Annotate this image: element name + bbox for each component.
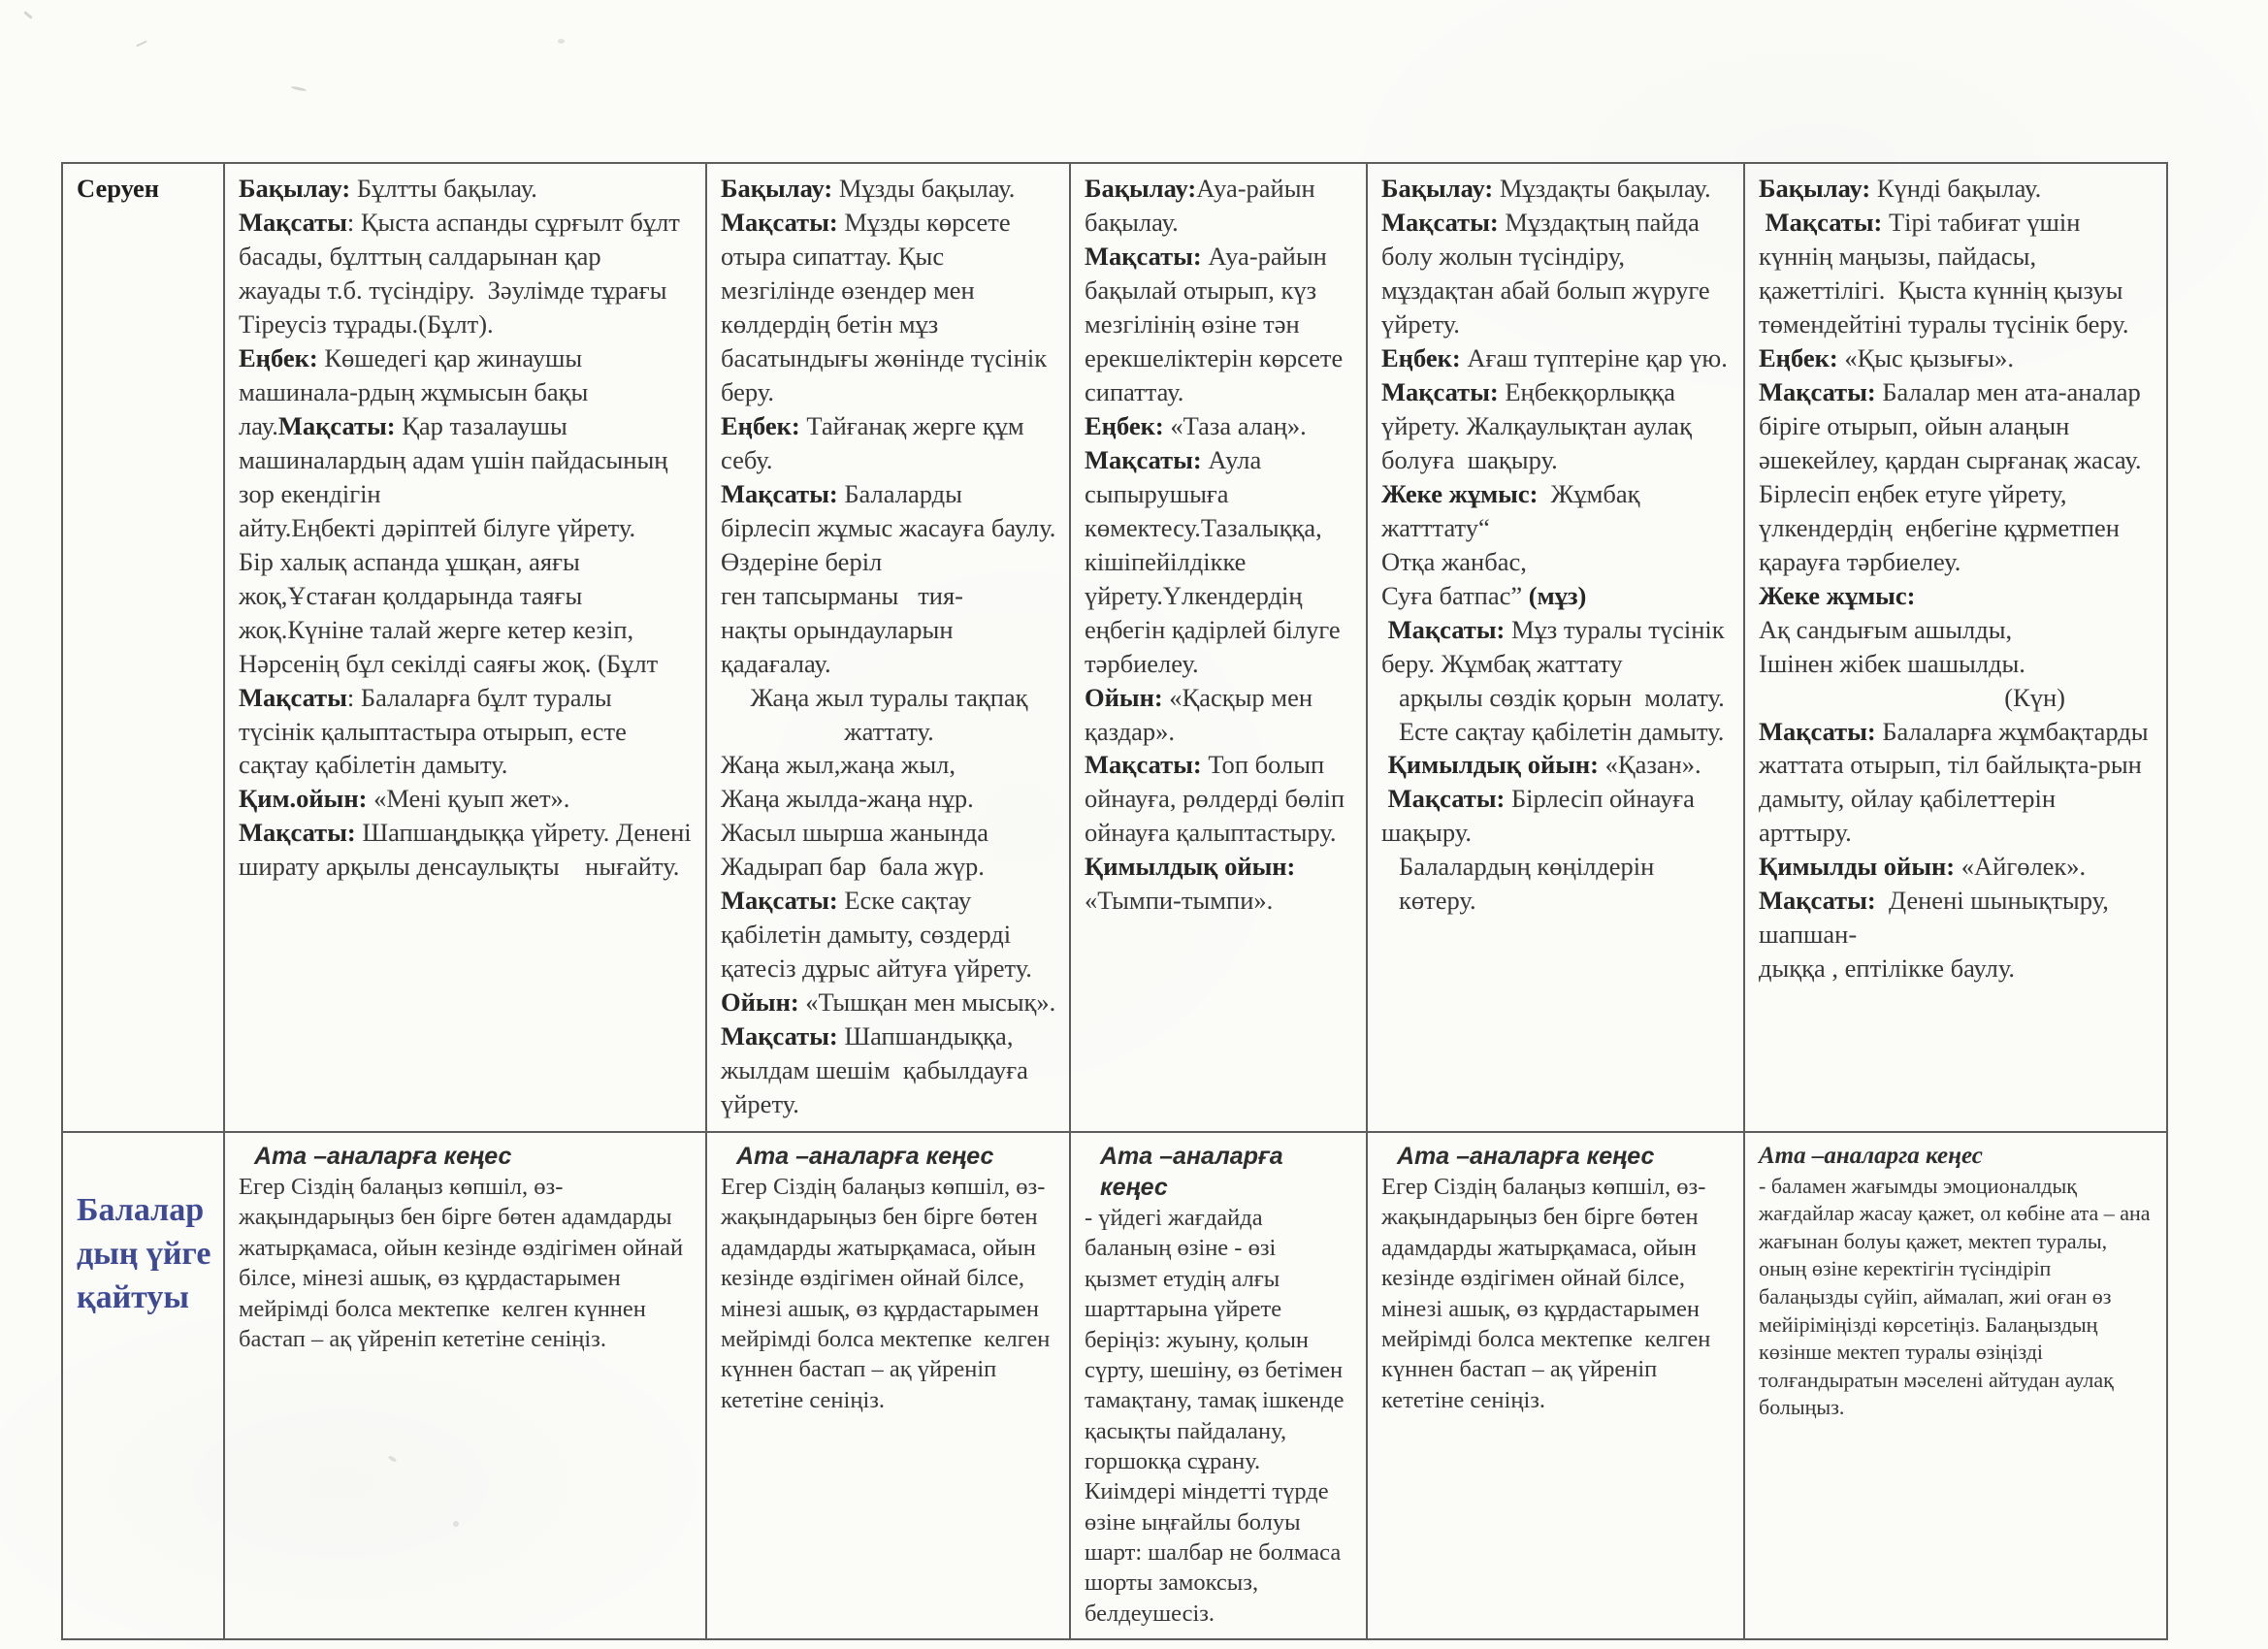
- paragraph: [239, 545, 694, 579]
- paragraph: [239, 1172, 694, 1354]
- text-run: Отқа жанбас,: [1381, 546, 1527, 576]
- text-run: [1759, 208, 1766, 237]
- paragraph: [1759, 850, 2155, 884]
- text-run: «Тымпи-тымпи».: [1085, 852, 1303, 916]
- bold-label: Мақсаты:: [239, 818, 356, 848]
- text-run: «Қыс қызығы».: [1837, 342, 2014, 372]
- paragraph: [721, 681, 1057, 749]
- text-run: Көшедегі қар жинаушы машинала-рдың жұмысын бақы: [239, 342, 589, 406]
- paragraph: [1085, 409, 1354, 443]
- text-run: Ішінен жібек шашылды.: [1759, 648, 2025, 678]
- advice-title: [239, 1141, 694, 1172]
- text-run: Ата –аналарға кеңес: [736, 1143, 994, 1171]
- text-run: Балалар мен ата-аналар біріге отырып, ойын алаңын әшекейлеу, қардан сырғанақ жасау. Бірлесіп еңбек етуге үйрету, үлкендердің еңбегіне құрметпен қарауға тәрбиелеу.: [1759, 376, 2149, 576]
- paragraph: [239, 172, 694, 206]
- bold-label: Мақсаты: [239, 682, 347, 712]
- text-run: Топ болып ойнауға, рөлдерді бөліп ойнауға қалыптастыру.: [1085, 750, 1351, 848]
- paragraph: [1381, 748, 1732, 782]
- paragraph: [1085, 240, 1354, 409]
- walk-day4-cell: [1367, 163, 1744, 1132]
- paragraph: [721, 748, 1057, 782]
- text-run: Жадырап бар бала жүр.: [721, 852, 985, 882]
- text-run: «Айгөлек».: [1955, 852, 2087, 882]
- text-run: нақты орындауларын қадағалау.: [721, 614, 960, 678]
- scan-artifact: [558, 39, 565, 44]
- text-run: Денені шынықтыру, шапшан-: [1759, 886, 2116, 950]
- text-run: Жасыл шырша жанында: [721, 818, 988, 848]
- text-run: Тайғанақ жерге құм себу.: [721, 410, 1031, 474]
- paragraph: [1085, 748, 1354, 850]
- text-run: (Күн): [2004, 682, 2065, 712]
- text-run: «Мені қуып жет».: [367, 784, 570, 814]
- bold-label: Еңбек:: [1381, 342, 1461, 372]
- paragraph: [721, 172, 1057, 206]
- paragraph: [239, 647, 694, 681]
- bold-label: Еңбек:: [721, 410, 800, 440]
- text-run: Мұздақты бақылау.: [1493, 174, 1711, 203]
- text-run: - баламен жағымды эмоционалдық жағдайлар жасау қажет, ол көбіне ата – ана жағынан болуы қажет, мектеп туралы, оның өзіне керектігін түсіндіріп балаңызды сүйіп, аймалап, жиі оған өз мейіріміңізді көрсетіңіз. Балаңыздың көзінше мектеп туралы өзіңізді толғандыратын мәселені айтудан аулақ болыңыз.: [1759, 1173, 2156, 1420]
- paragraph: [1381, 579, 1732, 613]
- text-run: лау.: [239, 410, 278, 440]
- walk-day1-cell: [224, 163, 706, 1132]
- text-run: Нәрсенің бұл секілді саяғы жоқ. (Бұлт: [239, 648, 659, 678]
- paragraph: [1381, 206, 1732, 341]
- bold-label: (мұз): [1528, 580, 1587, 610]
- paragraph: [721, 816, 1057, 850]
- text-run: Тірі табиғат үшін күннің маңызы, пайдасы, қажеттілігі. Қыста күннің қызуы төмендейтіні туралы түсінік беру.: [1759, 207, 2213, 339]
- bold-label: Еңбек:: [1759, 342, 1838, 372]
- advice-title: [721, 1141, 1057, 1172]
- text-run: Шапшандыққа, жылдам шешім қабылдауға үйрету.: [721, 1021, 1035, 1119]
- text-run: Егер Сіздің балаңыз көпшіл, өз-жақындарыңыз бен бірге бөтен адамдарды жатырқамаса, ойын кезінде өздігімен ойнай білсе, мінезі ашық, өз құрдастарымен мейрімді болса мектепке келген күннен бастап – ақ үйреніп кететіне сеніңіз.: [721, 1174, 1056, 1413]
- text-run: [1381, 615, 1388, 644]
- text-run: дыққа , ептілікке баулу.: [1759, 954, 2016, 984]
- paragraph: [721, 477, 1062, 579]
- bold-label: Мақсаты:: [721, 478, 838, 508]
- walk-day3-cell: [1070, 163, 1367, 1132]
- bold-label: Мақсаты:: [1759, 716, 1876, 746]
- text-run: Мұз туралы түсінік беру. Жұмбақ жаттату: [1381, 614, 1732, 678]
- paragraph: [721, 1172, 1057, 1415]
- going-home-day5-cell: [1744, 1132, 2167, 1639]
- paragraph: [721, 850, 1057, 884]
- text-run: Балалардың көңілдерін көтеру.: [1399, 852, 1661, 916]
- paragraph: [1759, 172, 2155, 206]
- bold-label: Мақсаты:: [721, 1021, 838, 1051]
- paragraph: [1381, 375, 1732, 477]
- bold-label: Мақсаты:: [1085, 444, 1202, 474]
- text-run: Егер Сіздің балаңыз көпшіл, өз-жақындарыңыз бен бірге бөтен адамдарды жатырқамаса, ойын кезінде өздігімен ойнай білсе, мінезі ашық, өз құрдастарымен мейрімді болса мектепке келген күннен бастап – ақ үйреніп кететіне сеніңіз.: [1381, 1174, 1717, 1413]
- paragraph: [1381, 172, 1732, 206]
- text-run: Мұзды бақылау.: [832, 174, 1016, 203]
- paragraph: [1085, 443, 1354, 681]
- text-run: Ата –аналарға кеңес: [1100, 1143, 1283, 1202]
- paragraph: [721, 782, 1057, 816]
- text-run: Есте сақтау қабілетін дамыту.: [1399, 716, 1725, 746]
- row-walk: [62, 163, 2167, 1132]
- bold-label: Ойын:: [1085, 682, 1163, 712]
- text-run: Мұздақтың пайда болу жолын түсіндіру, мұздақтан абай болып жүруге үйрету.: [1381, 207, 1730, 339]
- walk-day2-cell: [706, 163, 1070, 1132]
- text-run: Еңбекқорлыққа үйрету. Жалқаулықтан аулақ болуға шақыру.: [1381, 376, 1699, 474]
- text-run: Егер Сіздің балаңыз көпшіл, өз-жақындарыңыз бен бірге бөтен адамдарды жатырқамаса, ойын кезінде өздігімен ойнай білсе, мінезі ашық, өз құрдастарымен мейрімді болса мектепке келген күннен бастап – ақ үйреніп кететіне сеніңіз.: [239, 1174, 690, 1352]
- paragraph: [721, 613, 1057, 681]
- paragraph: [239, 816, 698, 884]
- bold-label: Бақылау:: [1759, 174, 1871, 203]
- paragraph: [1381, 1172, 1732, 1415]
- bold-label: Мақсаты:: [1381, 207, 1499, 237]
- paragraph: [1381, 715, 1732, 749]
- paragraph: [239, 409, 694, 511]
- paragraph: [1381, 681, 1732, 715]
- scan-artifact: [291, 85, 307, 91]
- text-run: : Қыста аспанды сұрғылт бұлт басады, бұлттың салдарынан қар жауады т.б. түсіндіру. Зәулімде тұрағы: [239, 207, 687, 305]
- bold-label: Мақсаты:: [721, 207, 838, 237]
- bold-label: Мақсаты:: [1765, 207, 1883, 237]
- scan-artifact: [136, 41, 147, 48]
- bold-label: Мақсаты:: [1387, 784, 1506, 814]
- paragraph: [1759, 375, 2155, 579]
- paragraph: [239, 341, 694, 409]
- bold-label: Еңбек:: [239, 342, 318, 372]
- bold-label: Мақсаты:: [277, 410, 396, 440]
- paragraph: [239, 307, 694, 341]
- paragraph: [1085, 1203, 1354, 1629]
- paragraph: [1381, 613, 1732, 681]
- paragraph: [1085, 172, 1354, 240]
- bold-label: Бақылау:: [721, 174, 833, 203]
- paragraph: [1381, 341, 1732, 375]
- scan-artifact: [23, 11, 33, 19]
- text-run: [1381, 750, 1388, 779]
- paragraph: [1759, 952, 2155, 986]
- bold-label: Мақсаты:: [721, 886, 838, 916]
- bold-label: Мақсаты: [239, 207, 347, 237]
- going-home-day2-cell: [706, 1132, 1070, 1639]
- paragraph: [721, 986, 1057, 1019]
- text-run: Бірлесіп ойнауға шақыру.: [1381, 784, 1701, 848]
- bold-label: Бақылау:: [1085, 174, 1197, 203]
- paragraph: [1759, 884, 2155, 952]
- weekly-lesson-plan-table: [61, 162, 2213, 1640]
- text-run: айту.Еңбекті дәріптей білуге үйрету.: [239, 512, 636, 542]
- text-run: Суға батпас”: [1381, 580, 1529, 610]
- text-run: : Балаларға бұлт туралы түсінік қалыптастыра отырып, есте сақтау қабілетін дамыту.: [239, 682, 633, 780]
- text-run: «Қасқыр мен қаздар».: [1085, 682, 1319, 746]
- paragraph: [1759, 681, 2155, 715]
- bold-label: Мақсаты:: [1381, 376, 1499, 406]
- text-run: Бір халық аспанда ұшқан, аяғы: [239, 546, 580, 576]
- bold-label: Мақсаты:: [1759, 886, 1876, 916]
- text-run: Ата –аналарға кеңес: [254, 1143, 512, 1171]
- lesson-plan-table-wrapper: [61, 162, 2213, 1640]
- advice-title: [1085, 1141, 1354, 1203]
- bold-label: Мақсаты:: [1387, 614, 1506, 644]
- text-run: Аула сыпырушыға көмектесу.Тазалыққа, кішіпейілдікке үйрету.Үлкендердің еңбегін қадірлей білуге тәрбиелеу.: [1085, 444, 1347, 678]
- text-run: Еске сақтау қабілетін дамыту, сөздерді қатесіз дұрыс айтуға үйрету.: [721, 886, 1032, 984]
- text-run: жоқ.Күніне талай жерге кетер кезіп,: [239, 614, 634, 644]
- row-header-going-home: Балалар дың үйге қайтуы: [62, 1132, 224, 1639]
- text-run: Қар тазалаушы машиналардың адам үшін пайдасының зор екендігін: [239, 410, 675, 508]
- text-run: Тіреусіз тұрады.(Бұлт).: [239, 308, 494, 339]
- bold-label: Бақылау:: [1381, 174, 1494, 203]
- text-run: арқылы сөздік қорын молату.: [1399, 682, 1725, 712]
- bold-label: Жеке жұмыс:: [1381, 478, 1539, 508]
- bold-label: Ойын:: [721, 987, 799, 1018]
- row-going-home: [62, 1132, 2167, 1639]
- bold-label: Қим.ойын:: [239, 784, 368, 814]
- paragraph: [721, 409, 1057, 477]
- text-run: Ата –аналарга кеңес: [1759, 1143, 1983, 1170]
- going-home-day1-cell: [224, 1132, 706, 1639]
- text-run: Мұзды көрсете отыра сипаттау. Қыс мезгілінде өзендер мен көлдердің бетін мұз басатындығы жөнінде түсінік беру.: [721, 207, 1053, 406]
- paragraph: [1381, 850, 1732, 918]
- text-run: ген тапсырманы тия-: [721, 580, 963, 610]
- bold-label: Мақсаты:: [1759, 376, 1876, 406]
- paragraph: [1381, 477, 1732, 545]
- text-run: Балаларға жұмбақтарды жаттата отырып, тіл байлықта-рын дамыту, ойлау қабілеттерін арттыру.: [1759, 716, 2155, 848]
- text-run: Ақ сандығым ашылды,: [1759, 614, 2013, 644]
- paragraph: [239, 206, 694, 307]
- text-run: Шапшаңдыққа үйрету. Денені ширату арқылы денсаулықты нығайту.: [239, 818, 698, 882]
- paragraph: [1085, 681, 1354, 749]
- bold-label: Еңбек:: [1085, 410, 1164, 440]
- text-run: «Қазан».: [1599, 750, 1701, 780]
- text-run: жоқ,Ұстаған қолдарында таяғы: [239, 580, 583, 610]
- paragraph: [721, 884, 1057, 986]
- paragraph: [1759, 715, 2155, 851]
- paragraph: [721, 206, 1057, 409]
- bold-label: Қимылдық ойын:: [1387, 750, 1600, 780]
- walk-day5-cell: [1744, 163, 2213, 1132]
- text-run: Күнді бақылау.: [1870, 174, 2042, 203]
- text-run: «Тышқан мен мысық».: [798, 987, 1056, 1018]
- advice-title: [1381, 1141, 1732, 1172]
- paragraph: [1759, 206, 2213, 375]
- row-header-seruen: Серуен: [62, 163, 224, 1132]
- paragraph: [1759, 647, 2155, 681]
- text-run: Жаңа жылда-жаңа нұр.: [721, 784, 974, 814]
- paragraph: [239, 782, 694, 816]
- bold-label: Мақсаты:: [1085, 241, 1202, 271]
- bold-label: Жеке жұмыс:: [1759, 580, 1916, 610]
- paragraph: [239, 579, 694, 613]
- text-run: Бұлтты бақылау.: [350, 174, 537, 203]
- text-run: Ағаш түптеріне қар үю.: [1460, 342, 1728, 372]
- text-run: Ауа-райын бақылай отырып, күз мезгілінің өзіне тән ерекшеліктерін көрсете сипаттау.: [1085, 241, 1349, 406]
- text-run: [1381, 784, 1388, 813]
- advice-title: [1759, 1141, 2155, 1173]
- text-run: - үйдегі жағдайда баланың өзіне - өзі қызмет етудің алғы шарттарына үйрете беріңіз: жуыну, қолын сүрту, шешіну, өз бетімен тамақтану, тамақ ішкенде қасықты пайдалану, горшокқа сұрану. Киімдері міндетті түрде өзіне ыңғайлы болуы шарт: шалбар не болмаса шорты замоксыз, белдеушесіз.: [1085, 1205, 1350, 1627]
- paragraph: [721, 1019, 1057, 1121]
- text-run: Жаңа жыл,жаңа жыл,: [721, 750, 956, 780]
- bold-label: Мақсаты:: [1085, 750, 1202, 780]
- paragraph: [239, 681, 694, 783]
- text-run: Ата –аналарға кеңес: [1397, 1143, 1655, 1171]
- bold-label: Қимылды ойын:: [1759, 852, 1956, 882]
- paragraph: [1085, 850, 1354, 918]
- paragraph: [1759, 613, 2155, 647]
- paragraph: [1759, 1173, 2155, 1422]
- text-run: Жұмбақ жатттату“: [1381, 478, 1647, 542]
- text-run: «Таза алаң».: [1163, 410, 1307, 440]
- bold-label: Қимылдық ойын:: [1085, 852, 1296, 882]
- paragraph: [239, 613, 694, 647]
- paragraph: [239, 511, 694, 545]
- going-home-day3-cell: [1070, 1132, 1367, 1639]
- paragraph: [721, 579, 1057, 613]
- text-run: Балаларды бірлесіп жұмыс жасауға баулу. Өздеріне беріл: [721, 478, 1062, 576]
- paragraph: [1759, 579, 2155, 613]
- going-home-day4-cell: [1367, 1132, 1744, 1639]
- bold-label: Бақылау:: [239, 174, 351, 203]
- text-run: Ауа-райын бақылау.: [1085, 174, 1322, 237]
- paragraph: [1381, 782, 1732, 850]
- paragraph: [1381, 545, 1732, 579]
- text-run: Жаңа жыл туралы тақпақ жаттату.: [750, 682, 1035, 746]
